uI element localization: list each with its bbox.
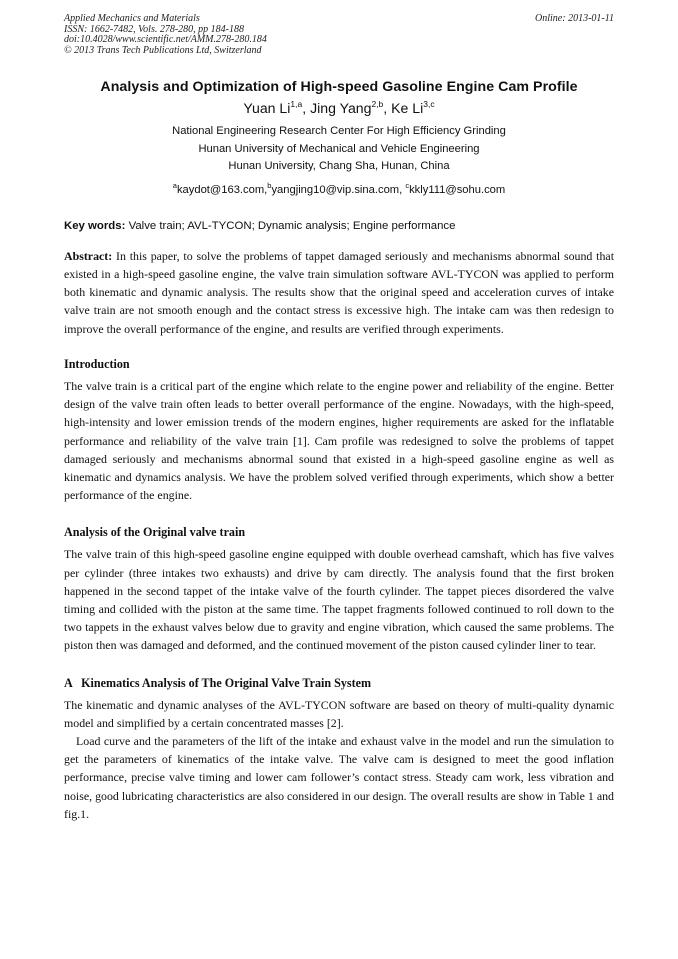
- affiliation-line: Hunan University of Mechanical and Vehicle Engineering: [198, 142, 480, 155]
- author-emails: [64, 180, 614, 196]
- author-separator: ,: [383, 100, 392, 117]
- email-mark: b: [267, 180, 272, 190]
- author-name: Yuan Li: [243, 100, 291, 117]
- keywords: [64, 220, 614, 232]
- section-heading-kinematics-analysis: A Kinematics Analysis of The Original Valve Train System: [64, 675, 372, 690]
- journal-issn: ISSN: 1662-7482, Vols. 278-280, pp 184-188: [64, 23, 244, 35]
- affiliation-line: National Engineering Research Center For High Efficiency Grinding: [172, 125, 506, 138]
- paper-title: Analysis and Optimization of High-speed Gasoline Engine Cam Profile: [100, 79, 578, 96]
- email-mark: c: [405, 180, 410, 190]
- section-heading-introduction: Introduction: [64, 356, 130, 371]
- journal-header: [64, 14, 614, 56]
- journal-doi: doi:10.4028/www.scientific.net/AMM.278-280.184: [64, 34, 267, 46]
- introduction-paragraph: The valve train is a critical part of the engine which relate to the engine power and reliability of the engine. Better design of the valve train often leads to better overall performance of the engine. Nowadays, with the high-speed, high-intensity and lower emission trends of the modern engines, higher requirements are asked for the inflatable performance and reliability of the valve train [1]. Cam profile was redesigned to solve the problems of tappet damaged seriously and mechanisms abnormal sound that existed in a high-speed gasoline engine as well as kinematic and dynamics analysis. We have the problem solved verified through experiments, which show a better performance of the engine.: [64, 378, 614, 503]
- keywords-label: Key words:: [64, 219, 126, 232]
- abstract: [64, 247, 614, 338]
- author-affiliation-mark: 3,c: [423, 99, 435, 110]
- online-date: Online: 2013-01-11: [535, 13, 614, 24]
- author-name: Jing Yang: [310, 100, 372, 117]
- journal-copyright: © 2013 Trans Tech Publications Ltd, Switzerland: [64, 44, 262, 56]
- email-address: kkly111@sohu.com: [409, 183, 506, 196]
- email-mark: a: [172, 180, 177, 190]
- author-separator: ,: [302, 100, 311, 117]
- author-name: Ke Li: [391, 100, 424, 117]
- kinematics-paragraph: The kinematic and dynamic analyses of the AVL-TYCON software are based on theory of multi-quality dynamic model and simplified by a certain concentrated masses [2].: [64, 697, 614, 730]
- kinematics-paragraph: Load curve and the parameters of the lift of the intake and exhaust valve in the model and run the simulation to get the parameters of kinematics of the intake valve. The valve cam is designed to meet the good inflation performance, precise valve timing and lower cam follower’s contact stress. Steady cam work, less vibration and noise, good lubricating characteristics are also considered in our design. The overall results are show in Table 1 and fig.1.: [64, 733, 614, 821]
- email-address: kaydot@163.com,: [176, 183, 268, 196]
- keywords-text: Valve train; AVL-TYCON; Dynamic analysis; Engine performance: [125, 219, 456, 232]
- author-affiliation-mark: 1,a: [290, 99, 303, 110]
- journal-info: [64, 14, 267, 56]
- author-affiliation-mark: 2,b: [371, 99, 384, 110]
- affiliation-line: Hunan University, Chang Sha, Hunan, China: [228, 160, 450, 173]
- original-valve-train-paragraph: The valve train of this high-speed gasoline engine equipped with double overhead camshaft, which has five valves per cylinder (three intakes two exhausts) and drive by cam directly. The analysis found that the first broken happened in the second tappet of the intake valve of the fourth cylinder. The tappet pieces disordered the valve timing and collided with the piston at the same time. The tappet fragments followed continued to roll down to the two tappets in the exhaust valves below due to gravity and engine vibration, which caused the same problems. The piston then was damaged and deformed, and the continued movement of the piston caused cylinder liner to tear.: [64, 547, 614, 653]
- affiliation-block: [64, 123, 614, 176]
- abstract-label: Abstract:: [64, 248, 113, 263]
- author-list: [64, 100, 614, 116]
- email-address: yangjing10@vip.sina.com,: [271, 183, 406, 196]
- abstract-text: In this paper, to solve the problems of tappet damaged seriously and mechanisms abnormal sound that existed in a high-speed gasoline engine, the valve train simulation software AVL-TYCON was applied to perform both kinematic and dynamic analysis. The results show that the original speed and acceleration curves of intake valve train are not smooth enough and the contact stress is excessive high. The intake cam was then redesign to improve the overall performance of the engine, and results are verified through experiments.: [64, 248, 614, 336]
- paper-page: [64, 14, 614, 823]
- section-heading-original-valve-train: Analysis of the Original valve train: [64, 525, 246, 540]
- journal-name: Applied Mechanics and Materials: [64, 13, 200, 24]
